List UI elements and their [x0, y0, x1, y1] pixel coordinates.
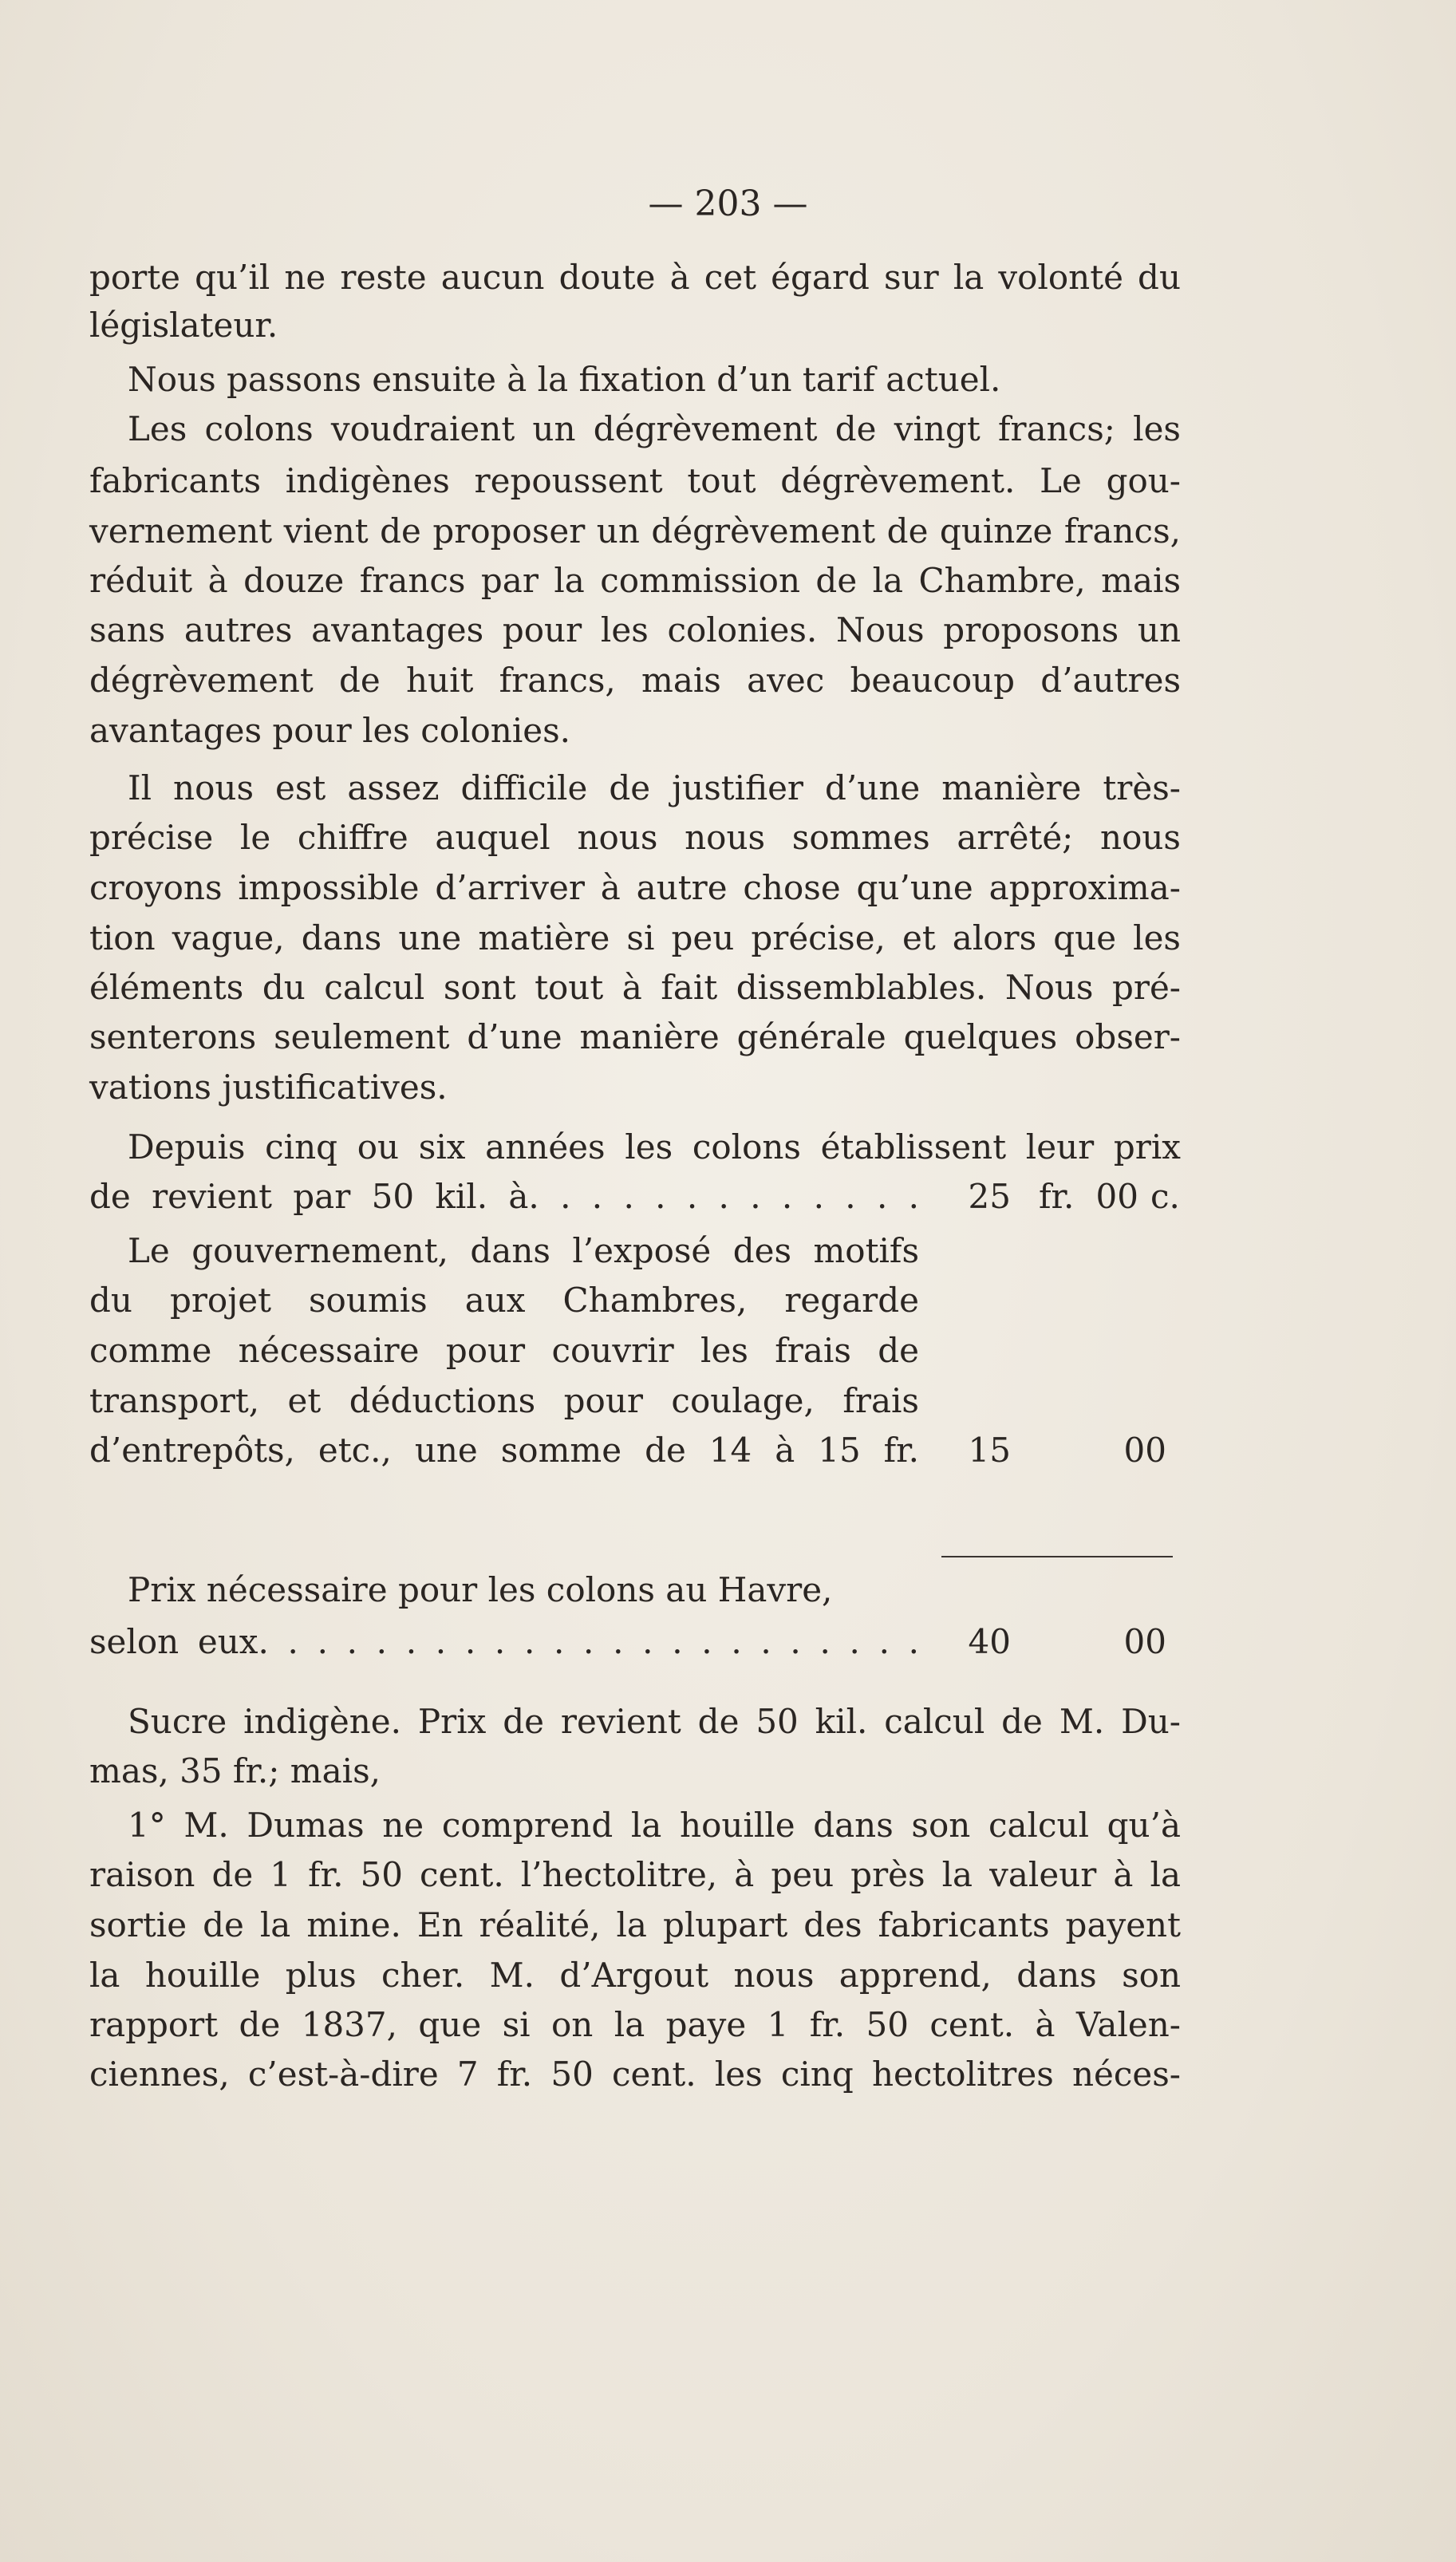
- text-line: senterons seulement d’une manière générale quelques obser-: [89, 1017, 1181, 1056]
- francs-unit: fr.: [1039, 1177, 1075, 1216]
- centimes-unit: c.: [1150, 1177, 1180, 1216]
- text-line: réduit à douze francs par la commission de la Chambre, mais: [89, 561, 1181, 600]
- centimes-value: 00: [1123, 1622, 1166, 1661]
- text-line: sans autres avantages pour les colonies. Nous proposons un: [89, 610, 1181, 649]
- text-line: raison de 1 fr. 50 cent. l’hectolitre, à peu près la valeur à la: [89, 1855, 1181, 1894]
- francs-value: 25: [968, 1177, 1011, 1216]
- text-line: législateur.: [89, 306, 278, 345]
- francs-value: 15: [968, 1431, 1011, 1470]
- text-line: vations justificatives.: [89, 1068, 448, 1107]
- page-number: — 203 —: [648, 184, 808, 224]
- table-row-label: de revient par 50 kil. à. . . . . . . . . . . . .: [89, 1177, 919, 1216]
- centimes-value: 00: [1123, 1431, 1166, 1470]
- text-line: sortie de la mine. En réalité, la plupart des fabricants payent: [89, 1905, 1181, 1944]
- text-line: tion vague, dans une matière si peu précise, et alors que les: [89, 918, 1181, 957]
- text-line: la houille plus cher. M. d’Argout nous apprend, dans son: [89, 1956, 1181, 1995]
- text-line: Depuis cinq ou six années les colons établissent leur prix: [128, 1127, 1181, 1167]
- table-row-label: d’entrepôts, etc., une somme de 14 à 15 fr.: [89, 1431, 919, 1470]
- text-line: mas, 35 fr.; mais,: [89, 1751, 381, 1790]
- sum-rule: [941, 1556, 1173, 1557]
- text-line: Sucre indigène. Prix de revient de 50 kil. calcul de M. Du-: [128, 1702, 1181, 1741]
- text-line: avantages pour les colonies.: [89, 711, 571, 750]
- table-row-label: selon eux. . . . . . . . . . . . . . . . . . . . . . .: [89, 1622, 919, 1661]
- text-line: porte qu’il ne reste aucun doute à cet égard sur la volonté du: [89, 258, 1181, 297]
- text-line: Les colons voudraient un dégrèvement de vingt francs; les: [128, 409, 1181, 448]
- text-line: croyons impossible d’arriver à autre chose qu’une approxima-: [89, 868, 1181, 907]
- text-line: précise le chiffre auquel nous nous sommes arrêté; nous: [89, 818, 1181, 857]
- text-line: rapport de 1837, que si on la paye 1 fr. 50 cent. à Valen-: [89, 2005, 1181, 2044]
- text-line: Il nous est assez difficile de justifier d’une manière très-: [128, 768, 1181, 807]
- text-line: dégrèvement de huit francs, mais avec beaucoup d’autres: [89, 661, 1181, 700]
- centimes-value: 00: [1095, 1177, 1138, 1216]
- text-line: Nous passons ensuite à la fixation d’un tarif actuel.: [128, 360, 1001, 399]
- text-line: ciennes, c’est-à-dire 7 fr. 50 cent. les cinq hectolitres néces-: [89, 2055, 1181, 2094]
- francs-value: 40: [968, 1622, 1011, 1661]
- text-line: vernement vient de proposer un dégrèvement de quinze francs,: [89, 511, 1181, 551]
- text-line: éléments du calcul sont tout à fait dissemblables. Nous pré-: [89, 968, 1181, 1007]
- book-page: — 203 — porte qu’il ne reste aucun doute à cet égard sur la volonté du législateur. Nous passons ensuite à la fixation d’un tarif actuel. Les colons voudraient un dégrèvement de vingt francs; les fabricants indigènes repoussent tout dégrèvement. Le gou- vernement vient de proposer un dégrèvement de quinze francs, réduit à douze francs par la commission de la Chambre, mais sans autres avantages pour les colonies. Nous proposons un dégrèvement de huit francs, mais avec beaucoup d’autres avantages pour les colonies. Il nous est assez difficile de justifier d’une manière très- précise le chiffre auquel nous nous sommes arrêté; nous croyons impossible d’arriver à autre chose qu’une approxima- tion vague, dans une matière si peu précise, et alors que les éléments du calcul sont tout à fait dissemblables. Nous pré- senterons seulement d’une manière générale quelques obser- vations justificatives. Depuis cinq ou six années les colons établissent leur prix de revient par 50 kil. à. . . . . . . . . . . . . 25 fr. 00 c. Le gouvernement, dans l’exposé des motifs du projet soumis aux Chambres, regarde comme nécessaire pour couvrir les frais de transport, et déductions pour coulage, frais d’entrepôts, etc., une somme de 14 à 15 fr. 15 00 Prix nécessaire pour les colons au Havre, selon eux. . . . . . . . . . . . . . . . . . . . . . . 40 00 Sucre indigène. Prix de revient de 50 kil. calcul de M. Du- mas, 35 fr.; mais, 1° M. Dumas ne comprend la houille dans son calcul qu’à raison de 1 fr. 50 cent. l’hectolitre, à peu près la valeur à la sortie de la mine. En réalité, la plupart des fabricants payent la houille plus cher. M. d’Argout nous apprend, dans son rapport de 1837, que si on la paye 1 fr. 50 cent. à Valen- ciennes, c’est-à-dire 7 fr. 50 cent. les cinq hectolitres néces-: [0, 0, 1456, 2562]
- text-line: fabricants indigènes repoussent tout dégrèvement. Le gou-: [89, 461, 1181, 500]
- text-line: 1° M. Dumas ne comprend la houille dans son calcul qu’à: [128, 1806, 1181, 1845]
